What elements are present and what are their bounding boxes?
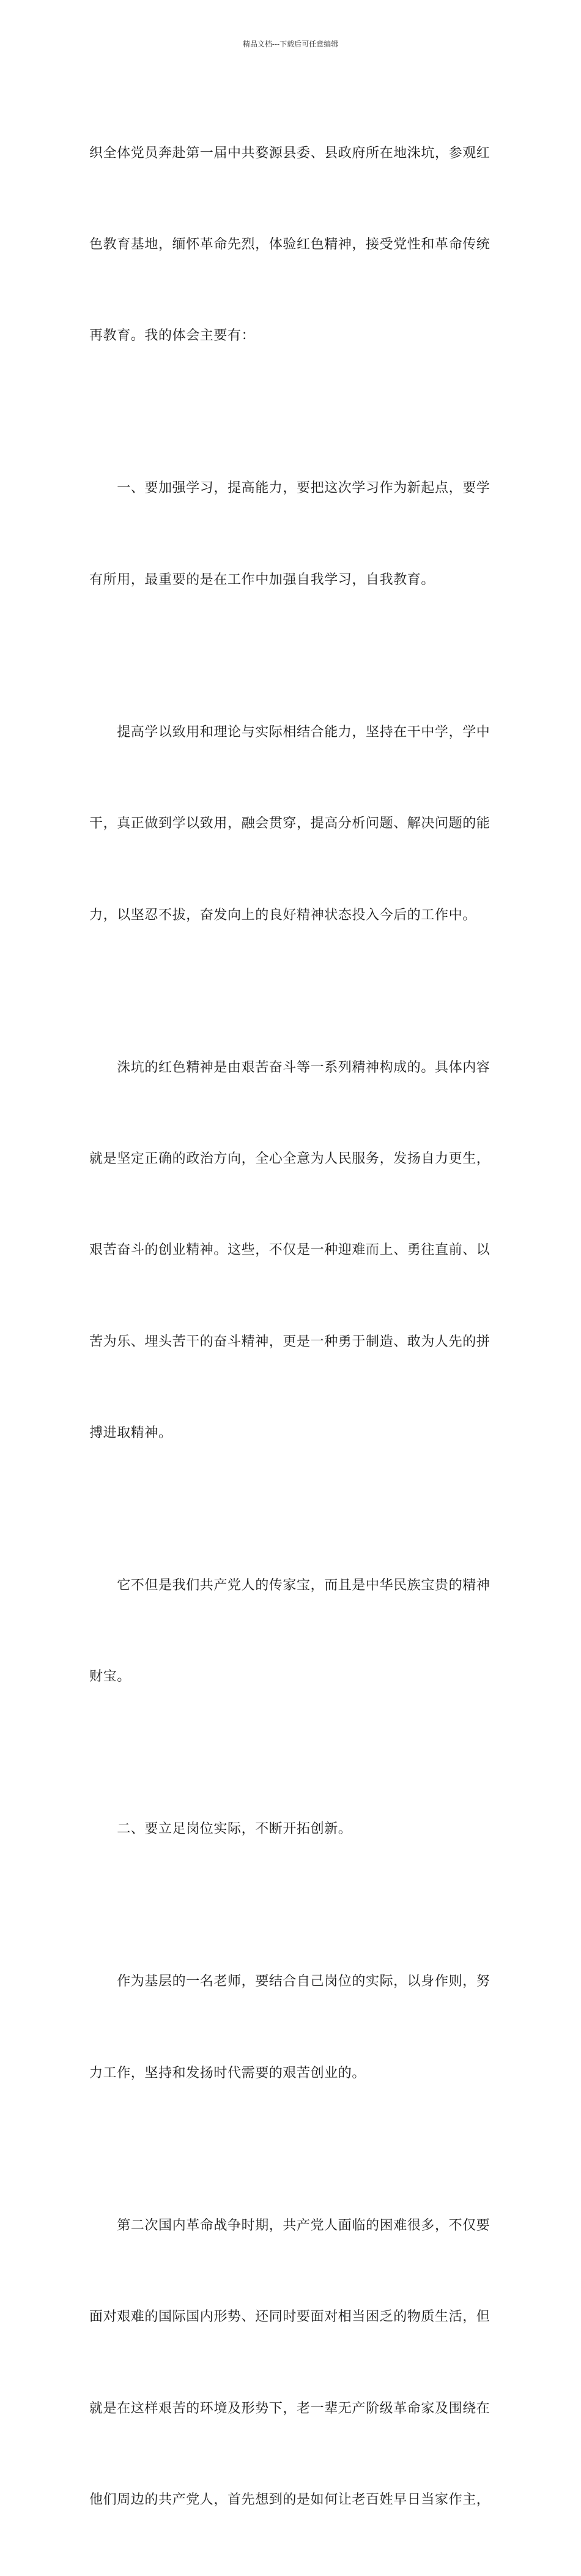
text-line: 作为基层的一名老师，要结合自己岗位的实际，以身作则，努 xyxy=(89,1974,490,1990)
text-line: 艰苦奋斗的创业精神。这些，不仅是一种迎难而上、勇往直前、以 xyxy=(89,1242,490,1258)
paragraph xyxy=(89,1509,495,1753)
paragraph xyxy=(89,413,495,656)
section-heading xyxy=(89,1753,495,1906)
text-line: 就是在这样艰苦的环境及形势下，老一辈无产阶级革命家及围绕在 xyxy=(89,2400,490,2416)
text-line: 搏进取精神。 xyxy=(89,1425,172,1441)
text-line: 织全体党员奔赴第一届中共婺源县委、县政府所在地洙坑，参观红 xyxy=(89,145,490,161)
page-header: 精品文档---下载后可任意编辑 xyxy=(242,40,339,48)
document-body xyxy=(89,77,495,2576)
text-line: 力工作，坚持和发扬时代需要的艰苦创业的。 xyxy=(89,2065,366,2081)
text-line: 他们周边的共产党人，首先想到的是如何让老百姓早日当家作主， xyxy=(89,2492,490,2507)
text-line: 就是坚定正确的政治方向，全心全意为人民服务，发扬自力更生， xyxy=(89,1151,490,1167)
paragraph xyxy=(89,1906,495,2149)
text-line: 苦为乐、埋头苦干的奋斗精神，更是一种勇于制造、敢为人先的拼 xyxy=(89,1334,490,1350)
text-line: 二、要立足岗位实际，不断开拓创新。 xyxy=(89,1821,352,1837)
paragraph xyxy=(89,656,495,991)
text-line: 提高学以致用和理论与实际相结合能力，坚持在干中学，学中 xyxy=(89,724,490,740)
text-line: 面对艰难的国际国内形势、还同时要面对相当困乏的物质生活，但 xyxy=(89,2309,490,2325)
text-line: 一、要加强学习，提高能力，要把这次学习作为新起点，要学 xyxy=(89,480,490,496)
text-line: 干，真正做到学以致用，融会贯穿，提高分析问题、解决问题的能 xyxy=(89,816,490,832)
text-line: 财宝。 xyxy=(89,1669,131,1685)
paragraph xyxy=(89,2149,495,2576)
text-line: 洙坑的红色精神是由艰苦奋斗等一系列精神构成的。具体内容 xyxy=(89,1059,490,1075)
text-line: 它不但是我们共产党人的传家宝，而且是中华民族宝贵的精神 xyxy=(89,1578,490,1594)
text-line: 有所用，最重要的是在工作中加强自我学习，自我教育。 xyxy=(89,572,435,588)
paragraph xyxy=(89,991,495,1510)
text-line: 力，以坚忍不拔，奋发向上的良好精神状态投入今后的工作中。 xyxy=(89,907,476,923)
paragraph xyxy=(89,77,495,413)
text-line: 色教育基地，缅怀革命先烈，体验红色精神，接受党性和革命传统 xyxy=(89,236,490,252)
text-line: 第二次国内革命战争时期，共产党人面临的困难很多，不仅要 xyxy=(89,2217,490,2233)
text-line: 再教育。我的体会主要有： xyxy=(89,328,256,344)
